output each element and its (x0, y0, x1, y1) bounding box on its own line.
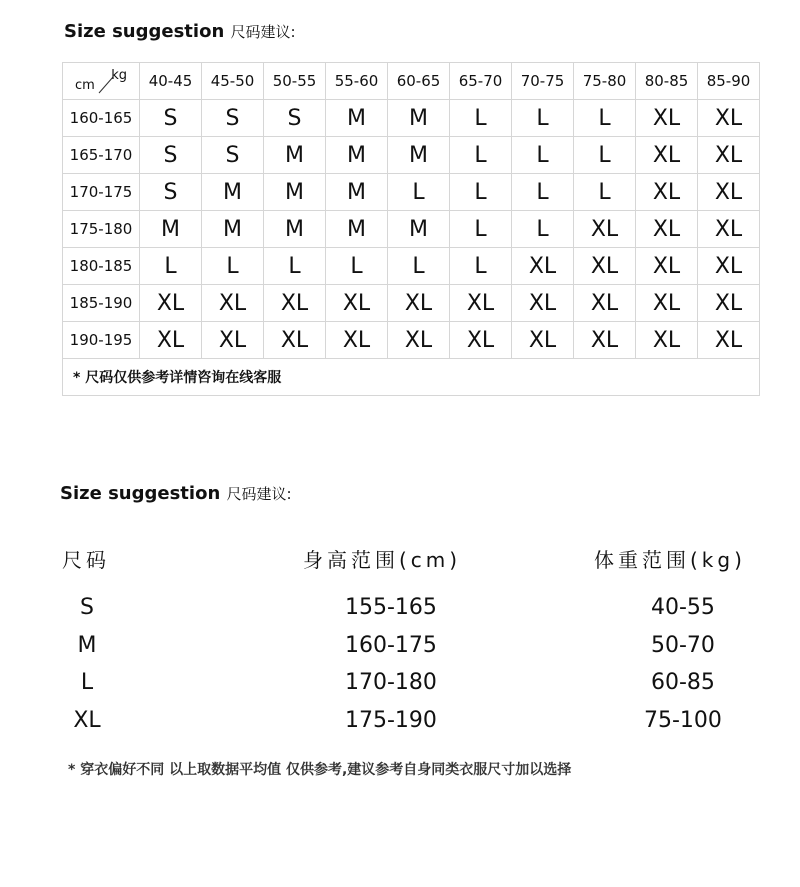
size-cell: XL (264, 285, 326, 322)
size-cell: XL (636, 100, 698, 137)
size-cell: XL (574, 248, 636, 285)
size-cell: M (388, 137, 450, 174)
range-weight: 60-85 (651, 670, 715, 695)
grid-body (63, 100, 760, 359)
size-cell: XL (450, 322, 512, 359)
size-cell: L (326, 248, 388, 285)
size-cell: XL (202, 322, 264, 359)
size-cell: L (512, 174, 574, 211)
section2-title (60, 483, 292, 504)
size-cell: XL (512, 285, 574, 322)
size-cell: S (140, 137, 202, 174)
size-cell: L (450, 211, 512, 248)
height-row-header: 170-175 (63, 174, 140, 211)
size-cell: S (140, 174, 202, 211)
weight-col-header: 60-65 (388, 63, 450, 100)
size-cell: M (264, 137, 326, 174)
grid-row (63, 137, 760, 174)
section2-title-cn: 尺码建议: (226, 485, 292, 503)
size-cell: XL (698, 285, 760, 322)
size-cell: L (450, 174, 512, 211)
grid-note: * 尺码仅供参考详情咨询在线客服 (63, 359, 760, 396)
height-row-header: 185-190 (63, 285, 140, 322)
height-row-header: 180-185 (63, 248, 140, 285)
size-cell: XL (574, 285, 636, 322)
range-weight: 75-100 (644, 708, 722, 733)
size-cell: S (264, 100, 326, 137)
size-cell: M (264, 211, 326, 248)
size-cell: XL (450, 285, 512, 322)
range-weight: 50-70 (651, 633, 715, 658)
size-cell: XL (574, 322, 636, 359)
size-cell: L (264, 248, 326, 285)
size-cell: M (140, 211, 202, 248)
size-cell: L (512, 100, 574, 137)
size-cell: S (140, 100, 202, 137)
section1-title (64, 21, 296, 42)
grid-row (63, 248, 760, 285)
size-cell: XL (636, 211, 698, 248)
size-cell: XL (636, 248, 698, 285)
weight-col-header: 85-90 (698, 63, 760, 100)
size-cell: XL (264, 322, 326, 359)
size-cell: M (202, 174, 264, 211)
size-cell: L (450, 100, 512, 137)
size-cell: L (388, 248, 450, 285)
size-cell: XL (636, 322, 698, 359)
size-cell: L (512, 211, 574, 248)
grid-header-row (63, 63, 760, 100)
size-cell: S (202, 100, 264, 137)
range-size: S (80, 595, 94, 620)
size-cell: XL (698, 211, 760, 248)
size-cell: XL (574, 211, 636, 248)
range-size: XL (73, 708, 101, 733)
size-cell: M (326, 211, 388, 248)
grid-row (63, 100, 760, 137)
weight-col-header: 80-85 (636, 63, 698, 100)
size-cell: S (202, 137, 264, 174)
range-height: 155-165 (345, 595, 437, 620)
weight-col-header: 65-70 (450, 63, 512, 100)
section2-note: * 穿衣偏好不同 以上取数据平均值 仅供参考,建议参考自身同类衣服尺寸加以选择 (68, 762, 572, 778)
size-cell: XL (140, 285, 202, 322)
size-cell: XL (698, 100, 760, 137)
range-size: L (80, 670, 94, 695)
size-cell: M (326, 100, 388, 137)
size-cell: L (388, 174, 450, 211)
range-size: M (77, 633, 97, 658)
size-cell: XL (698, 322, 760, 359)
weight-col-header: 75-80 (574, 63, 636, 100)
range-height: 160-175 (345, 633, 437, 658)
size-cell: XL (388, 285, 450, 322)
size-cell: XL (636, 285, 698, 322)
size-cell: M (264, 174, 326, 211)
size-cell: XL (698, 137, 760, 174)
corner-kg-label: kg (111, 68, 127, 83)
grid-note-row (63, 359, 760, 396)
size-cell: XL (326, 285, 388, 322)
size-cell: M (326, 174, 388, 211)
corner-cm-label: cm (75, 78, 95, 93)
size-cell: XL (140, 322, 202, 359)
section1-title-cn: 尺码建议: (230, 23, 296, 41)
size-cell: L (202, 248, 264, 285)
weight-col-header: 45-50 (202, 63, 264, 100)
grid-row (63, 211, 760, 248)
weight-col-header: 50-55 (264, 63, 326, 100)
size-cell: L (140, 248, 202, 285)
size-cell: XL (698, 174, 760, 211)
size-cell: L (574, 174, 636, 211)
range-weight: 40-55 (651, 595, 715, 620)
height-row-header: 160-165 (63, 100, 140, 137)
height-row-header: 175-180 (63, 211, 140, 248)
height-row-header: 190-195 (63, 322, 140, 359)
size-cell: M (388, 211, 450, 248)
col-header-weight: 体重范围(kg) (594, 548, 746, 572)
size-cell: M (202, 211, 264, 248)
grid-corner-cell (63, 63, 140, 100)
size-cell: L (574, 137, 636, 174)
weight-col-header: 40-45 (140, 63, 202, 100)
size-cell: L (512, 137, 574, 174)
weight-col-header: 70-75 (512, 63, 574, 100)
size-cell: XL (636, 174, 698, 211)
section1-title-en: Size suggestion (64, 21, 225, 42)
size-cell: XL (326, 322, 388, 359)
weight-col-header: 55-60 (326, 63, 388, 100)
grid-row (63, 322, 760, 359)
col-header-size: 尺码 (62, 548, 110, 572)
size-grid-table (62, 62, 760, 396)
range-height: 175-190 (345, 708, 437, 733)
size-cell: M (326, 137, 388, 174)
size-cell: XL (388, 322, 450, 359)
col-header-height: 身高范围(cm) (303, 548, 462, 572)
size-cell: XL (512, 248, 574, 285)
size-cell: L (450, 248, 512, 285)
size-cell: XL (636, 137, 698, 174)
size-cell: M (388, 100, 450, 137)
height-row-header: 165-170 (63, 137, 140, 174)
size-cell: L (450, 137, 512, 174)
size-cell: L (574, 100, 636, 137)
grid-row (63, 285, 760, 322)
size-cell: XL (202, 285, 264, 322)
section2-title-en: Size suggestion (60, 483, 221, 504)
size-cell: XL (512, 322, 574, 359)
grid-row (63, 174, 760, 211)
range-height: 170-180 (345, 670, 437, 695)
size-cell: XL (698, 248, 760, 285)
